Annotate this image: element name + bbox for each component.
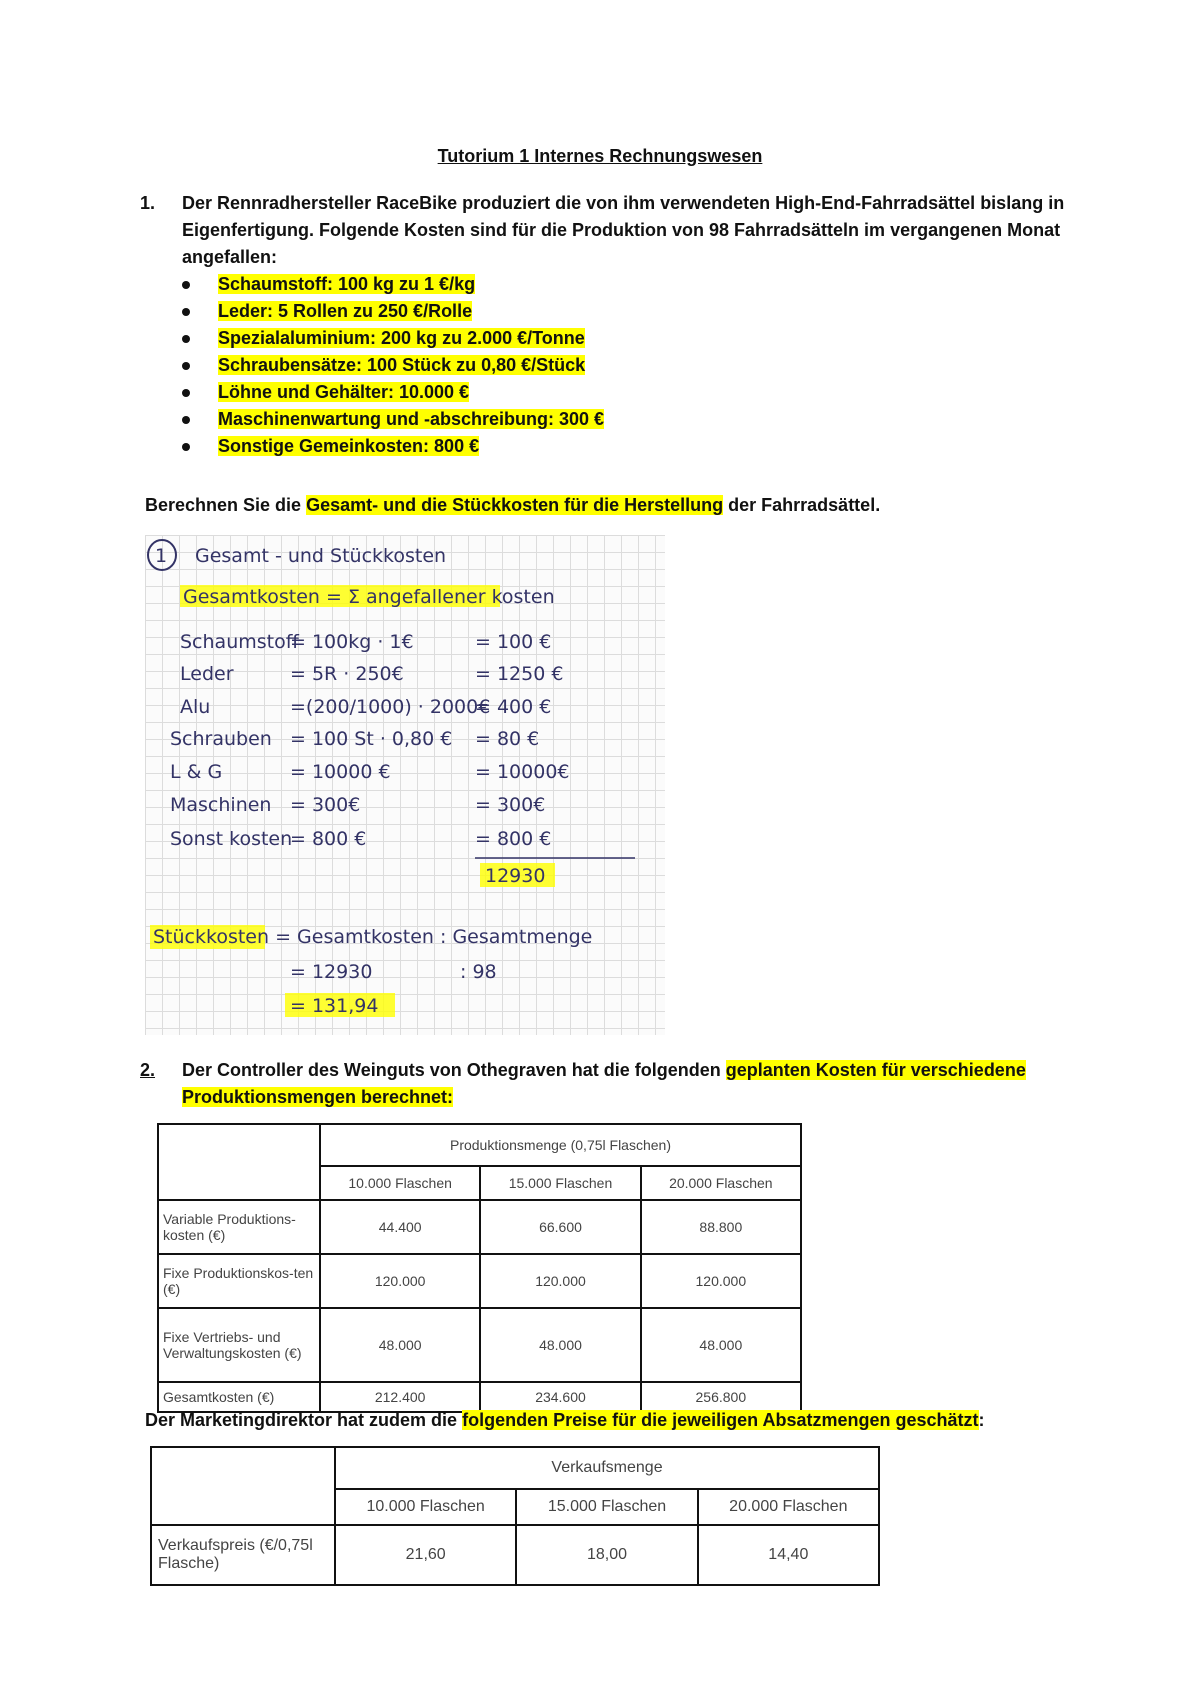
column-header: 15.000 Flaschen	[480, 1166, 640, 1200]
bullet-icon	[182, 281, 190, 289]
row-calc: = 10000 €	[290, 761, 391, 783]
row-label: Schaumstoff	[180, 631, 299, 653]
bullet-icon	[182, 362, 190, 370]
table-row	[158, 1254, 801, 1308]
marketing-statement: Der Marketingdirektor hat zudem die folgenden Preise für die jeweiligen Absatzmengen geschätzt:	[145, 1410, 985, 1430]
bullet-icon	[182, 335, 190, 343]
list-item: Schaumstoff: 100 kg zu 1 €/kg	[182, 271, 1065, 298]
list-item: Sonstige Gemeinkosten: 800 €	[182, 433, 1065, 460]
table-row	[158, 1308, 801, 1382]
handwritten-solution	[145, 535, 665, 1035]
row-label: L & G	[170, 761, 223, 783]
table-row	[158, 1200, 801, 1254]
row-calc: = 800 €	[290, 828, 367, 850]
question-1-number: 1.	[140, 193, 156, 213]
table-cell: 212.400	[320, 1382, 480, 1412]
row-label: Sonst kosten	[170, 828, 293, 850]
question-2-number: 2.	[140, 1060, 156, 1080]
row-result: = 800 €	[475, 828, 552, 850]
formula-total: Gesamtkosten = Σ angefallener kosten	[183, 586, 555, 608]
sales-price-table	[150, 1446, 880, 1586]
column-header: 10.000 Flaschen	[335, 1489, 516, 1525]
planned-costs-table	[157, 1123, 802, 1413]
table-row	[151, 1447, 879, 1489]
bullet-icon	[182, 443, 190, 451]
table-cell: 48.000	[641, 1308, 801, 1382]
row-result: = 10000€	[475, 761, 570, 783]
group-header: Verkaufsmenge	[335, 1447, 879, 1489]
table-row	[158, 1382, 801, 1412]
column-header: 20.000 Flaschen	[698, 1489, 879, 1525]
table-cell: 120.000	[641, 1254, 801, 1308]
row-label: Verkaufspreis (€/0,75l Flasche)	[151, 1525, 335, 1585]
list-item: Schraubensätze: 100 Stück zu 0,80 €/Stück	[182, 352, 1065, 379]
column-header: 20.000 Flaschen	[641, 1166, 801, 1200]
row-calc: =(200/1000) · 2000€	[290, 696, 491, 718]
row-result: = 80 €	[475, 728, 540, 750]
row-result: = 400 €	[475, 696, 552, 718]
table-cell: 234.600	[480, 1382, 640, 1412]
row-result: = 1250 €	[475, 663, 564, 685]
table-cell: 14,40	[698, 1525, 879, 1585]
row-label: Maschinen	[170, 794, 272, 816]
bullet-icon	[182, 308, 190, 316]
row-result: = 300€	[475, 794, 546, 816]
bullet-icon	[182, 416, 190, 424]
table-cell: 66.600	[480, 1200, 640, 1254]
table-cell: 21,60	[335, 1525, 516, 1585]
row-label: Alu	[180, 696, 211, 718]
unit-cost-result: = 131,94	[290, 995, 379, 1017]
row-calc: = 100 St · 0,80 €	[290, 728, 453, 750]
table-cell: 44.400	[320, 1200, 480, 1254]
step-1-divisor: : 98	[460, 961, 497, 983]
row-label: Schrauben	[170, 728, 272, 750]
cost-list	[182, 271, 1065, 460]
total-result: 12930	[485, 865, 546, 887]
question-1	[140, 190, 1065, 460]
bullet-icon	[182, 389, 190, 397]
table-cell: 18,00	[516, 1525, 697, 1585]
document-title: Tutorium 1 Internes Rechnungswesen	[437, 146, 763, 166]
table-row	[151, 1525, 879, 1585]
table-cell: 48.000	[320, 1308, 480, 1382]
row-calc: = 100kg · 1€	[290, 631, 414, 653]
list-item: Leder: 5 Rollen zu 250 €/Rolle	[182, 298, 1065, 325]
column-header: 15.000 Flaschen	[516, 1489, 697, 1525]
table-cell: 120.000	[480, 1254, 640, 1308]
row-label: Fixe Produktionskos-ten (€)	[158, 1254, 320, 1308]
table-cell: 256.800	[641, 1382, 801, 1412]
row-label: Variable Produktions-kosten (€)	[158, 1200, 320, 1254]
row-label: Leder	[180, 663, 234, 685]
row-calc: = 300€	[290, 794, 361, 816]
handwritten-notes	[145, 535, 665, 1035]
step-1-value: = 12930	[290, 961, 373, 983]
list-item: Spezialaluminium: 200 kg zu 2.000 €/Tonne	[182, 325, 1065, 352]
list-item: Löhne und Gehälter: 10.000 €	[182, 379, 1065, 406]
formula-unit: Stückkosten = Gesamtkosten : Gesamtmenge	[153, 926, 593, 948]
row-label: Fixe Vertriebs- und Verwaltungskosten (€)	[158, 1308, 320, 1382]
question-1-text: Der Rennradhersteller RaceBike produziert die von ihm verwendeten High-End-Fahrradsättel bislang in Eigenfertigung. Folgende Kosten sind für die Produktion von 98 Fahrradsätteln im vergangenen Monat angefallen:	[182, 193, 1065, 267]
list-item: Maschinenwartung und -abschreibung: 300 €	[182, 406, 1065, 433]
table-cell: 48.000	[480, 1308, 640, 1382]
row-calc: = 5R · 250€	[290, 663, 404, 685]
question-2: 2. Der Controller des Weinguts von Othegraven hat die folgenden geplanten Kosten für verschiedene Produktionsmengen berechnet:	[145, 1057, 1045, 1111]
heading-number: 1	[155, 545, 168, 567]
heading: Gesamt - und Stückkosten	[195, 545, 447, 567]
row-label: Gesamtkosten (€)	[158, 1382, 320, 1412]
table-cell: 88.800	[641, 1200, 801, 1254]
task-instruction: Berechnen Sie die Gesamt- und die Stückkosten für die Herstellung der Fahrradsättel.	[145, 495, 881, 515]
group-header: Produktionsmenge (0,75l Flaschen)	[320, 1124, 801, 1166]
table-cell: 120.000	[320, 1254, 480, 1308]
column-header: 10.000 Flaschen	[320, 1166, 480, 1200]
row-result: = 100 €	[475, 631, 552, 653]
table-row	[158, 1124, 801, 1166]
